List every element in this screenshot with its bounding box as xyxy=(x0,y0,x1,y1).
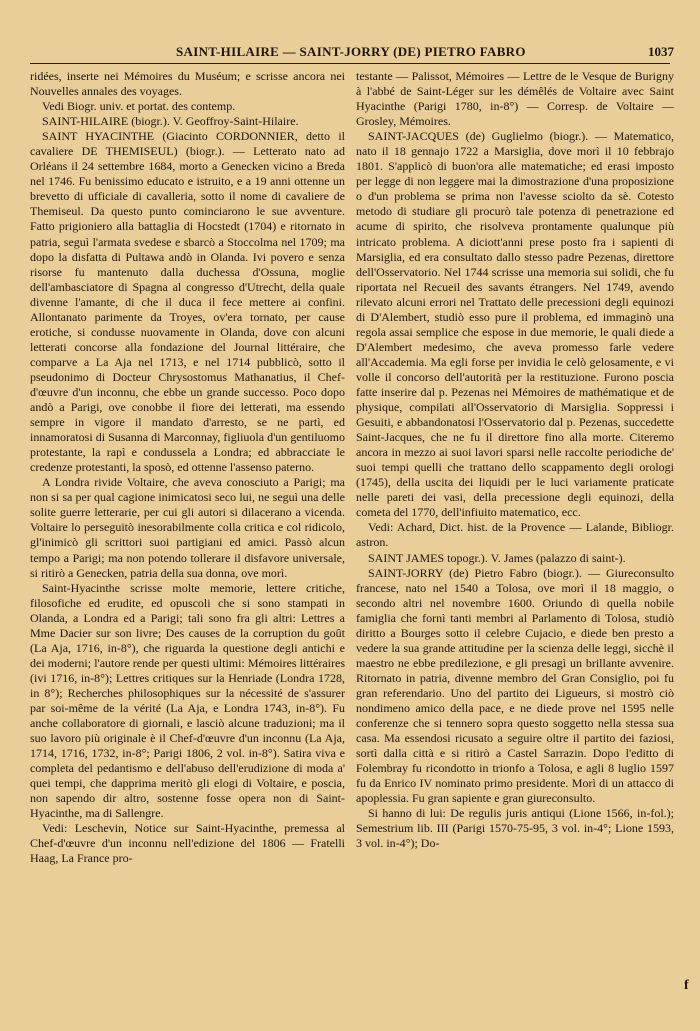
left-paragraph-5: A Londra rivide Voltaire, che aveva conosciuto a Parigi; ma non si sa per qual cagione inimicatosi seco lui, ne seguì una delle solite guerre letterarie, per cui gli autori si dilacerano a vicenda. Voltaire lo perseguitò inesorabilmente colla critica e col ridicolo, gl'inimicò gli scrittori suoi partigiani ed amici. Passò alcun tempo a Parigi; ma non potendo tollerare il disfavore universale, si ritirò a Genecken, patria della sua donna, ove morì. xyxy=(30,475,345,580)
right-column xyxy=(356,69,674,851)
left-paragraph-2: Vedi Biogr. univ. et portat. des contemp. xyxy=(42,99,236,114)
entry-saint-jorry: SAINT-JORRY (de) Pietro Fabro (biogr.). — Giureconsulto francese, nato nel 1540 a Tolosa, ove morì il 18 maggio, o secondo altri nel novembre 1600. Oriundo di quella nobile famiglia che fornì tanti membri al Parlamento di Tolosa, studiò diritto a Bourges sotto il celebre Cujacio, e diede ben presto a vedere la sua grande attitudine per la scienza delle leggi, sicchè il maestro ne ebbe predilezione, e gli presagì un brillante avvenire. Ritornato in patria, divenne membro del Gran Consiglio, poi fu gran referendario. Uno del partito dei Ligueurs, si mostrò ciò nondimeno amico della pace, e ne diede prove nel 1595 nelle conferenze che si tennero sopra questo soggetto nella stessa sua casa. Ma essendosi ricusato a seguire oltre il partito dei faziosi, sortì dalla città e si ritirò a Castel Sarrazin. Dopo l'editto di Folembray fu ricondotto in trionfo a Tolosa, e agli 8 luglio 1597 fu da Enrico IV nominato primo presidente. Morì di un attacco di apoplessia. Fu gran sapiente e gran giureconsulto. xyxy=(356,565,674,806)
entry-saint-james: SAINT JAMES topogr.). V. James (palazzo di saint-). xyxy=(368,550,626,565)
right-paragraph-6: Si hanno di lui: De regulis juris antiqui (Lione 1566, in-fol.); Semestrium lib. III (Parigi 1570-75-95, 3 vol. in-4°; Lione 1593, 3 vol. in-4°); Do- xyxy=(356,806,674,851)
entry-saint-jacques: SAINT-JACQUES (de) Guglielmo (biogr.). — Matematico, nato il 18 gennajo 1722 a Marsiglia, dove morì il 10 febbrajo 1801. S'applicò di buon'ora alle matematiche; ed erasi imposto per legge di non leggere mai la dimostrazione d'una proposizione o d'un problema se prima non l'avesse sciolto da sè. Cotesto metodo di studiare gli procurò tale potenza di penetrazione ed acume di spirito, che risolveva prontamente qualunque più intricato problema. A diciott'anni prese posto fra i sapienti di Marsiglia, ed era consultato dallo stesso padre Pezenas, direttore dell'Osservatorio. Nel 1744 scrisse una memoria sui solidi, che fu riportata nel Recueil des savants étrangers. Nel 1749, avendo rilevato alcuni errori nel Trattato delle precessioni degli equinozi di D'Alembert, studiò esso pure il problema, ed immaginò una regola assai semplice che espose in due memorie, le quali diede a D'Alembert medesimo, che aveva promesso farle vedere all'Accademia. Ma egli forse per invidia le celò gelosamente, e vi volle il concorso dell'autorità per la restituzione. Furono poscia fatte inserire dal p. Pezenas nei Mémoires de mathématique et de physique, compilati all'Osservatorio di Marsiglia. Soppressi i Gesuiti, e abbandonatosi l'Osservatorio dal p. Pezenas, succedette Saint-Jacques, che ne fu il direttore fino alla morte. Citeremo ancora in mezzo ai suoi lavori sparsi nelle raccolte periodiche de' suoi tempi quelli che trattano dello scappamento degli orologi (1745), della uscita dei liquidi per le luci variamente praticate nelle pareti dei vasi, della precessione degli equinozi, della cometa del 1770, dell'infiuito matematico, ecc. xyxy=(356,129,674,520)
page-number: 1037 xyxy=(648,44,674,59)
entry-saint-hyacinthe: SAINT HYACINTHE (Giacinto CORDONNIER, detto il cavaliere DE THEMISEUL) (biogr.). — Letterato nato ad Orléans il 24 settembre 1684, morto a Genecken vicino a Breda nel 1746. Fu benissimo educato e istruito, e a 19 anni ottenne un brevetto di ufficiale di cavalleria, sotto il nome di cavaliere de Themiseul. Da questo punto cominciarono le sue avventure. Fatto prigioniero alla battaglia di Hocstedt (1704) e ritornato in patria, seguì l'armata svedese e sbarcò a Stoccolma nel 1709; ma dopo la disfatta di Pultawa andò in Olanda. Ivi povero e senza risorse fu mantenuto dalla duchessa d'Ossuna, moglie dell'ambasciatore di Spagna al congresso d'Utrecht, della quale divenne l'amante, di che il duca il fece mettere ai confini. Allontanato parimente da Troyes, ov'era tornato, per cause erotiche, si condusse nuovamente in Olanda, dove con alcuni letterati concorse alla fondazione del Journal littéraire, che comparve a La Aja nel 1713, e nel 1714 pubblicò, sotto il pseudonimo di Docteur Chrysostomus Mathanatius, il Chef-d'œuvre d'un inconnu, che ebbe un grande successo. Poco dopo andò a Parigi, ove conobbe il fiore dei letterati, ma essendo sempre in vigore il mandato d'arresto, se ne partì, ed innamoratosi di Susanna di Marconnay, figliuola d'un gentiluomo protestante, la rapì e condussela a Londra; ed abbracciate le credenze protestanti, la sposò, ed ottenne l'assenso paterno. xyxy=(30,129,345,475)
entry-saint-hilaire: SAINT-HILAIRE (biogr.). V. Geoffroy-Saint-Hilaire. xyxy=(42,114,299,129)
right-paragraph-1: testante — Palissot, Mémoires — Lettre de le Vesque de Burigny à l'abbé de Saint-Léger sur les démêlés de Voltaire avec Saint Hyacinthe (Parigi 1780, in-8°) — Corresp. de Voltaire — Grosley, Mémoires. xyxy=(356,69,674,129)
left-paragraph-6: Saint-Hyacinthe scrisse molte memorie, lettere critiche, filosofiche ed erudite, ed opuscoli che si sono stampati in Olanda, a Londra ed a Parigi; tali sono fra gli altri: Lettres a Mme Dacier sur son livre; Des causes de la corruption du goût (La Aja, 1716, in-8°), che riguarda la questione degli antichi e dei moderni; l'autore rende per questi ultimi: Mémoires littéraires (ivi 1716, in-8°); Lettres critiques sur la Henriade (Londra 1728, in 8°); Recherches philosophiques sur la nécessité de s'assurer par soi-même de la vérité (La Aja, e Londra 1743, in-8°). Fu anche collaboratore di giornali, e lasciò alcune traduzioni; ma il suo lavoro più originale è il Chef-d'œuvre d'un inconnu (La Aja, 1714, 1716, 1732, in-8°; Parigi 1806, 2 vol. in-8°). Satira viva e completa del pedantismo e dell'abuso dell'erudizione di moda a' quei tempi, che dapprima meritò gli elogi di Voltaire, e poscia, non sapendo dir altro, sostenne fosse opera non di Saint-Hyacinthe, ma di Sallengre. xyxy=(30,580,345,821)
header-rule xyxy=(30,63,670,64)
header-title: SAINT-HILAIRE — SAINT-JORRY (DE) PIETRO FABRO xyxy=(176,44,526,59)
margin-mark: f xyxy=(684,978,689,993)
left-paragraph-7: Vedi: Leschevin, Notice sur Saint-Hyacinthe, premessa al Chef-d'œuvre d'un inconnu nell'edizione del 1806 — Fratelli Haag, La France pro- xyxy=(30,821,345,866)
left-column xyxy=(30,69,345,866)
left-paragraph-1: ridées, inserte nei Mémoires du Muséum; e scrisse ancora nei Nouvelles annales des voyages. xyxy=(30,69,345,99)
right-paragraph-3: Vedi: Achard, Dict. hist. de la Provence — Lalande, Bibliogr. astron. xyxy=(356,520,674,550)
